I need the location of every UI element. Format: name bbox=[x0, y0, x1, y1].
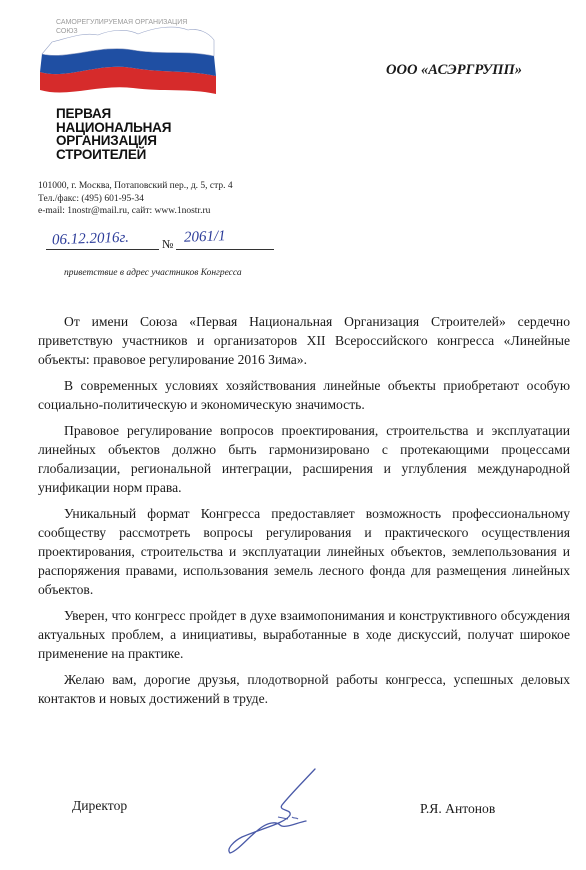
letter-subject: приветствие в адрес участников Конгресса bbox=[64, 268, 242, 278]
logo-sro-label: САМОРЕГУЛИРУЕМАЯ ОРГАНИЗАЦИЯ СОЮЗ bbox=[56, 19, 188, 35]
paragraph: От имени Союза «Первая Национальная Организация Строителей» сердечно приветствую участников и организаторов XII Всероссийского конгресса «Линейные объекты: правовое регулирование 2016 Зима». bbox=[38, 314, 570, 367]
paragraph: Желаю вам, дорогие друзья, плодотворной работы конгресса, успешных деловых контактов и новых достижений в труде. bbox=[38, 672, 570, 706]
paragraph: Уникальный формат Конгресса предоставляет возможность профессиональному сообществу рассмотреть вопросы регулирования и практического осуществления проектирования, строительства и эксплуатации линейных объектов, землепользования и распоряжения правами, использования земель лесного фонда для размещения линейных объектов. bbox=[38, 506, 570, 597]
paragraph: Уверен, что конгресс пройдет в духе взаимопонимания и конструктивного обсуждения актуальных проблем, а инициативы, выработанные в ходе дискуссий, получат широкое применение на практике. bbox=[38, 608, 570, 661]
contact-block bbox=[38, 180, 233, 218]
signatory-name: Р.Я. Антонов bbox=[420, 801, 496, 816]
letter-date: 06.12.2016г. bbox=[51, 229, 130, 249]
number-label: № bbox=[162, 237, 174, 251]
contact-address: 101000, г. Москва, Потаповский пер., д. 5, стр. 4 bbox=[38, 181, 233, 191]
organization-logo bbox=[38, 10, 218, 175]
logo-organization-name: ПЕРВАЯ НАЦИОНАЛЬНАЯ ОРГАНИЗАЦИЯ СТРОИТЕЛЕЙ bbox=[56, 106, 172, 162]
letter-body bbox=[38, 312, 570, 715]
letter-number: 2061/1 bbox=[183, 228, 226, 246]
handwritten-signature bbox=[220, 765, 330, 855]
paragraph: Правовое регулирование вопросов проектирования, строительства и эксплуатации линейных объектов должно быть гармонизировано с протекающими процессами глобализации, региональной интеграции, расширения и углубления международной унификации норм права. bbox=[38, 423, 570, 495]
paragraph: В современных условиях хозяйствования линейные объекты приобретают особую социально-политическую и экономическую значимость. bbox=[38, 378, 570, 412]
contact-email-site: e-mail: 1nostr@mail.ru, сайт: www.1nostr.ru bbox=[38, 206, 211, 216]
number-underline bbox=[176, 248, 274, 250]
recipient-company: ООО «АСЭРГРУПП» bbox=[386, 62, 523, 78]
contact-phone: Тел./факс: (495) 601-95-34 bbox=[38, 193, 144, 204]
signatory-title: Директор bbox=[72, 798, 128, 813]
